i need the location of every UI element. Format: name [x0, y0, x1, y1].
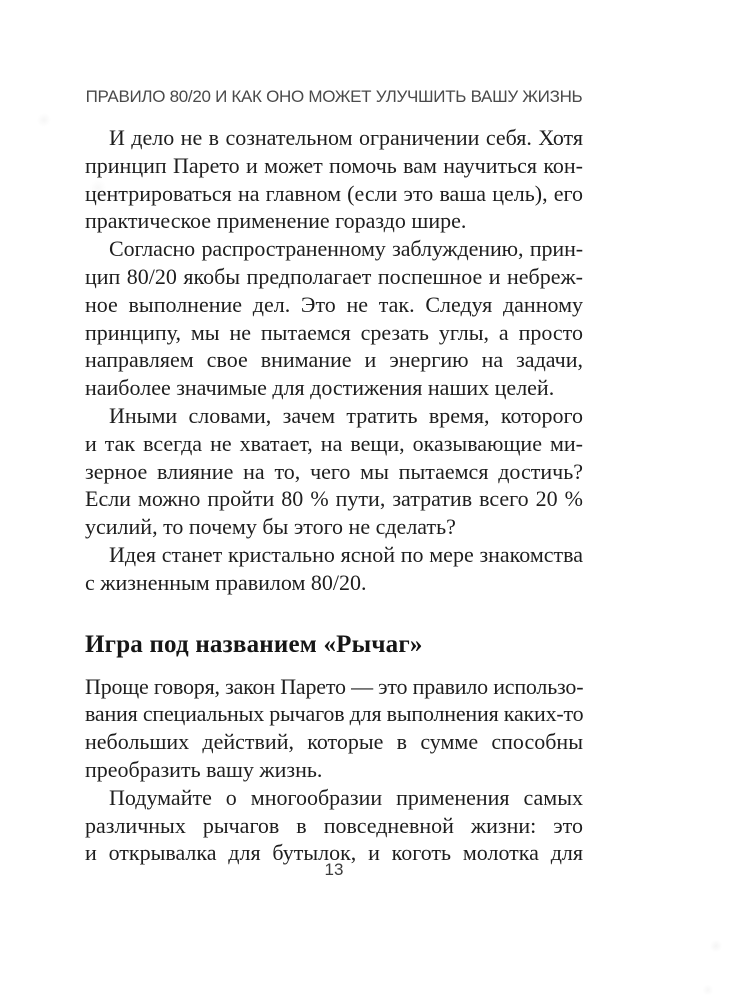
text-line: Иными словами, зачем тратить время, которого: [109, 402, 583, 428]
section-heading: Игра под названием «Рычаг»: [85, 630, 423, 658]
text-line: небольших действий, которые в сумме способны: [85, 729, 583, 755]
paragraph: [85, 124, 583, 235]
page-number: 13: [324, 860, 344, 879]
text-line: центрироваться на главном (если это ваша цель), его: [85, 180, 583, 206]
text-line: направляем свое внимание и энергию на задачи,: [85, 347, 583, 373]
text-line: Подумайте о многообразии применения самых: [109, 784, 583, 810]
text-line: цип 80/20 якобы предполагает поспешное и небреж-: [85, 263, 583, 289]
text-line: Если можно пройти 80 % пути, затратив всего 20 %: [85, 486, 583, 512]
page-content: [85, 0, 583, 867]
text-line: И дело не в сознательном ограничении себя. Хотя: [109, 125, 583, 150]
paragraph: [85, 541, 583, 597]
text-line: Проще говоря, закон Парето — это правило использо-: [85, 673, 584, 699]
text-line: Согласно распространенному заблуждению, прин-: [109, 236, 583, 262]
paragraph: [85, 402, 583, 541]
text-line: вания специальных рычагов для выполнения каких-то: [85, 701, 584, 727]
text-line: и открывалка для бутылок, и коготь молотка для: [85, 840, 583, 866]
text-line: Идея станет кристально ясной по мере знакомства: [109, 541, 583, 567]
text-line: зерное влияние на то, чего мы пытаемся достичь?: [85, 458, 583, 484]
text-line: принцип Парето и может помочь вам научиться кон-: [85, 152, 583, 178]
paragraph: [85, 673, 583, 784]
paragraph: [85, 235, 583, 402]
text-line: и так всегда не хватает, на вещи, оказывающие ми-: [85, 430, 583, 456]
text-line: наиболее значимые для достижения наших целей.: [85, 375, 555, 401]
text-line: различных рычагов в повседневной жизни: это: [85, 812, 583, 838]
text-line: практическое применение гораздо шире.: [85, 208, 467, 234]
running-head: ПРАВИЛО 80/20 И КАК ОНО МОЖЕТ УЛУЧШИТЬ ВАШУ ЖИЗНЬ: [85, 87, 583, 106]
text-line: принципу, мы не пытаемся срезать углы, а просто: [85, 319, 583, 345]
body-text: [85, 124, 583, 867]
text-line: преобразить вашу жизнь.: [85, 756, 323, 782]
paragraph: [85, 784, 583, 867]
text-line: с жизненным правилом 80/20.: [85, 569, 367, 595]
text-line: усилий, то почему бы этого не сделать?: [85, 514, 456, 540]
text-line: ное выполнение дел. Это не так. Следуя данному: [85, 291, 583, 317]
